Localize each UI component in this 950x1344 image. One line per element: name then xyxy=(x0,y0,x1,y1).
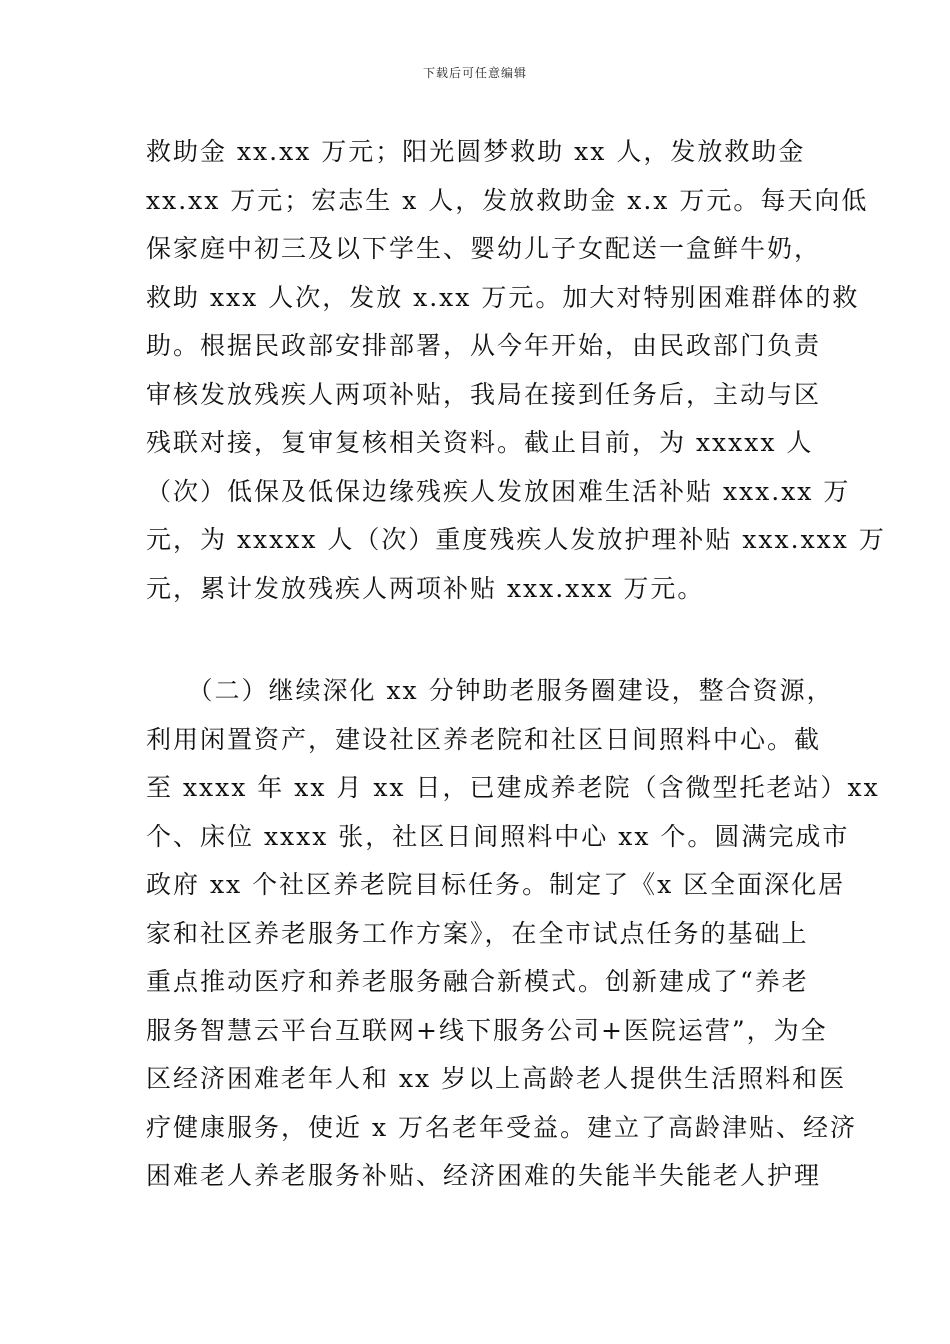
paragraph-line: 区经济困难老年人和 xx 岁以上高龄老人提供生活照料和医 xyxy=(146,1064,847,1093)
paragraph-2 xyxy=(146,667,880,1201)
paragraph-line: 元，累计发放残疾人两项补贴 xxx.xxx 万元。 xyxy=(146,573,705,603)
paragraph-line: 助。根据民政部安排部署，从今年开始，由民政部门负责 xyxy=(146,331,822,360)
paragraph-line: 重点推动医疗和养老服务融合新模式。创新建成了“养老 xyxy=(146,967,809,996)
paragraph-line: 政府 xx 个社区养老院目标任务。制定了《x 区全面深化居 xyxy=(146,870,846,899)
paragraph-line: 服务智慧云平台互联网+线下服务公司+医院运营”，为全 xyxy=(146,1015,828,1045)
paragraph-line: 元，为 xxxxx 人（次）重度残疾人发放护理补贴 xxx.xxx 万 xyxy=(146,525,886,554)
paragraph-line: 救助 xxx 人次，发放 x.xx 万元。加大对特别困难群体的救 xyxy=(146,282,860,312)
paragraph-line: xx.xx 万元；宏志生 x 人，发放救助金 x.x 万元。每天向低 xyxy=(146,185,869,215)
paragraph-line: 残联对接，复审复核相关资料。截止目前，为 xxxxx 人 xyxy=(146,428,814,457)
paragraph-line: 困难老人养老服务补贴、经济困难的失能半失能老人护理 xyxy=(146,1161,822,1190)
paragraph-line: 救助金 xx.xx 万元；阳光圆梦救助 xx 人，发放救助金 xyxy=(146,137,806,166)
paragraph-line: 至 xxxx 年 xx 月 xx 日，已建成养老院（含微型托老站）xx xyxy=(146,773,880,802)
paragraph-line: 家和社区养老服务工作方案》，在全市试点任务的基础上 xyxy=(146,918,809,948)
paragraph-line: （二）继续深化 xx 分钟助老服务圈建设，整合资源， xyxy=(146,676,834,705)
header-note: 下载后可任意编辑 xyxy=(422,66,527,80)
paragraph-1 xyxy=(146,128,886,613)
paragraph-line: 个、床位 xxxx 张，社区日间照料中心 xx 个。圆满完成市 xyxy=(146,821,850,851)
paragraph-line: （次）低保及低保边缘残疾人发放困难生活补贴 xxx.xx 万 xyxy=(146,476,851,506)
paragraph-line: 利用闲置资产，建设社区养老院和社区日间照料中心。截 xyxy=(146,724,822,754)
paragraph-line: 审核发放残疾人两项补贴，我局在接到任务后，主动与区 xyxy=(146,379,822,409)
paragraph-line: 疗健康服务，使近 x 万名老年受益。建立了高龄津贴、经济 xyxy=(146,1112,857,1142)
paragraph-line: 保家庭中初三及以下学生、婴幼儿子女配送一盒鲜牛奶， xyxy=(146,234,822,263)
